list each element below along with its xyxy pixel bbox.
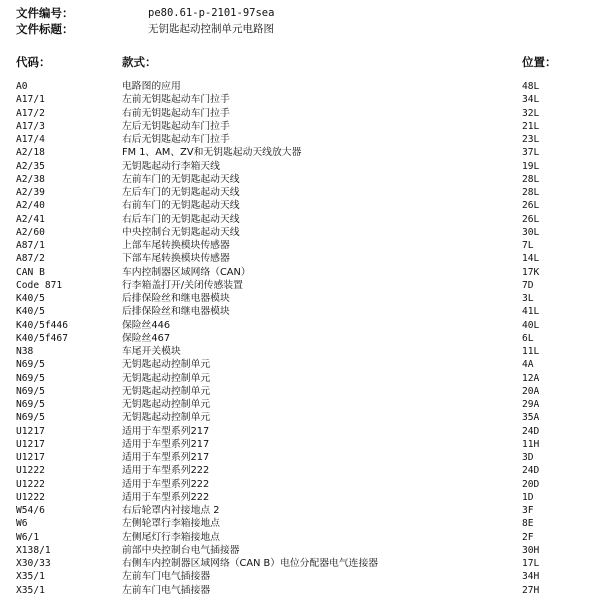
position-column-header: 位置： [522,55,557,69]
table-row [0,478,606,491]
row-model: 中央控制台无钥匙起动天线 [122,226,240,238]
row-code: X30/33 [16,558,51,569]
row-position: 30L [522,226,540,238]
table-row [0,226,606,239]
row-position: 19L [522,160,540,172]
row-code: K40/5 [16,293,45,304]
row-model: 左侧尾灯行李箱接地点 [122,531,220,543]
row-model: 无钥匙起动行李箱天线 [122,160,220,172]
row-model: 下部车尾转换模块传感器 [122,253,230,265]
table-row [0,570,606,583]
row-position: 14L [522,253,540,265]
table-row [0,491,606,504]
table-row [0,213,606,226]
row-model: 上部车尾转换模块传感器 [122,240,230,251]
row-position: 7L [522,240,534,251]
row-position: 20A [522,385,540,397]
table-row [0,531,606,544]
file-title-value: 无钥匙起动控制单元电路图 [148,23,274,35]
table-row [0,107,606,120]
table-row [0,358,606,371]
code-column-header: 代码： [16,55,51,69]
row-position: 26L [522,200,540,212]
row-model: 右前无钥匙起动车门拉手 [122,107,230,119]
row-position: 28L [522,187,540,198]
table-row [0,279,606,292]
row-code: A2/39 [16,187,45,198]
row-position: 37L [522,147,540,159]
row-code: A2/35 [16,160,45,172]
row-model: 保险丝446 [122,319,171,331]
row-position: 11L [522,346,540,357]
row-code: N69/5 [16,385,45,397]
table-row [0,464,606,477]
row-model: 车内控制器区域网络（CAN） [122,266,251,278]
row-code: A17/4 [16,134,45,145]
row-position: 3L [522,293,534,304]
row-code: U1217 [16,425,45,437]
row-position: 35A [522,412,540,424]
table-row [0,544,606,557]
row-position: 32L [522,107,540,119]
model-column-header: 款式： [122,55,157,69]
row-position: 8E [522,518,534,530]
row-model: 前部中央控制台电气插接器 [122,544,240,556]
row-code: A17/1 [16,94,45,106]
table-row [0,425,606,438]
row-model: 电路图的应用 [122,81,181,92]
row-model: 左后车门的无钥匙起动天线 [122,187,240,198]
row-code: CAN B [16,266,45,278]
row-model: 左前车门电气插接器 [122,571,211,583]
row-code: U1222 [16,491,45,503]
row-model: 无钥匙起动控制单元 [122,412,211,424]
table-row [0,160,606,173]
table-row [0,517,606,530]
file-number-label: 文件编号： [16,6,74,20]
row-position: 29A [522,399,540,410]
row-code: X35/1 [16,571,45,583]
row-position: 17L [522,558,540,569]
row-code: U1222 [16,465,45,477]
row-code: A87/1 [16,240,45,251]
table-row [0,93,606,106]
row-position: 28L [522,173,540,185]
row-code: U1217 [16,452,45,463]
row-code: N69/5 [16,412,45,424]
row-model: 右侧车内控制器区域网络（CAN B）电位分配器电气连接器 [122,558,379,569]
row-position: 24D [522,425,540,437]
row-position: 30H [522,544,540,556]
row-model: 右后无钥匙起动车门拉手 [122,134,230,145]
row-code: U1222 [16,478,45,490]
row-position: 26L [522,213,540,225]
row-model: 无钥匙起动控制单元 [122,372,211,384]
row-position: 24D [522,465,540,477]
table-row [0,345,606,358]
component-table [0,80,606,597]
table-row [0,332,606,345]
row-position: 40L [522,319,540,331]
row-code: N69/5 [16,372,45,384]
row-code: U1217 [16,438,45,450]
row-code: W54/6 [16,505,45,516]
row-position: 48L [522,81,540,92]
row-model: 左前车门的无钥匙起动天线 [122,173,240,185]
row-model: 右前车门的无钥匙起动天线 [122,200,240,212]
row-model: 后排保险丝和继电器模块 [122,293,230,304]
row-model: 行李箱盖打开/关闭传感装置 [122,279,243,291]
table-row [0,252,606,265]
table-row [0,451,606,464]
row-model: 无钥匙起动控制单元 [122,399,211,410]
row-code: W6 [16,518,28,530]
row-code: N38 [16,346,34,357]
row-code: A2/41 [16,213,45,225]
row-code: A2/18 [16,147,45,159]
row-position: 11H [522,438,540,450]
row-code: A2/40 [16,200,45,212]
row-position: 21L [522,120,540,132]
row-position: 7D [522,279,534,291]
row-position: 1D [522,491,534,503]
table-row [0,584,606,597]
file-title-row [16,21,274,37]
row-code: K40/5f446 [16,319,68,331]
row-model: 适用于车型系列217 [122,425,210,437]
row-code: A0 [16,81,28,92]
document-meta [16,5,274,37]
table-row [0,292,606,305]
table-row [0,199,606,212]
row-position: 41L [522,306,540,318]
table-row [0,146,606,159]
table-row [0,80,606,93]
table-row [0,411,606,424]
row-position: 23L [522,134,540,145]
row-position: 27H [522,584,540,596]
table-row [0,239,606,252]
table-row [0,319,606,332]
table-row [0,305,606,318]
row-code: W6/1 [16,531,40,543]
table-row [0,133,606,146]
row-position: 17K [522,266,540,278]
row-position: 3D [522,452,534,463]
row-model: 右后轮罩内衬接地点 2 [122,505,220,516]
table-header [0,54,606,70]
file-number-value: pe80.61-p-2101-97sea [148,7,275,19]
file-title-label: 文件标题： [16,22,74,36]
row-position: 12A [522,372,540,384]
table-row [0,398,606,411]
row-code: Code 871 [16,279,63,291]
table-row [0,266,606,279]
row-code: N69/5 [16,359,45,371]
table-row [0,372,606,385]
row-model: 左前车门电气插接器 [122,584,211,596]
row-code: A17/3 [16,120,45,132]
row-code: A2/38 [16,173,45,185]
row-model: 无钥匙起动控制单元 [122,359,211,371]
file-number-row [16,5,274,21]
row-code: K40/5 [16,306,45,318]
row-position: 3F [522,505,534,516]
row-model: 适用于车型系列222 [122,465,210,477]
row-model: 适用于车型系列217 [122,438,210,450]
row-model: 适用于车型系列217 [122,452,210,463]
row-code: N69/5 [16,399,45,410]
table-row [0,120,606,133]
row-model: 车尾开关模块 [122,346,181,357]
table-row [0,186,606,199]
row-position: 20D [522,478,540,490]
row-model: 适用于车型系列222 [122,478,210,490]
row-position: 4A [522,359,534,371]
row-model: 左后无钥匙起动车门拉手 [122,120,230,132]
row-code: K40/5f467 [16,332,68,344]
row-model: 适用于车型系列222 [122,491,210,503]
row-code: A17/2 [16,107,45,119]
row-position: 2F [522,531,534,543]
row-model: 右后车门的无钥匙起动天线 [122,213,240,225]
table-row [0,557,606,570]
row-model: 左前无钥匙起动车门拉手 [122,94,230,106]
table-row [0,504,606,517]
row-code: A87/2 [16,253,45,265]
row-code: A2/60 [16,226,45,238]
row-position: 34H [522,571,540,583]
table-row [0,173,606,186]
table-row [0,438,606,451]
row-model: 后排保险丝和继电器模块 [122,306,230,318]
row-model: 无钥匙起动控制单元 [122,385,211,397]
row-code: X35/1 [16,584,45,596]
table-row [0,385,606,398]
row-model: 左侧轮罩行李箱接地点 [122,518,220,530]
row-code: X138/1 [16,544,51,556]
row-position: 34L [522,94,540,106]
row-model: FM 1、AM、ZV和无钥匙起动天线放大器 [122,147,302,159]
row-model: 保险丝467 [122,332,171,344]
row-position: 6L [522,332,534,344]
